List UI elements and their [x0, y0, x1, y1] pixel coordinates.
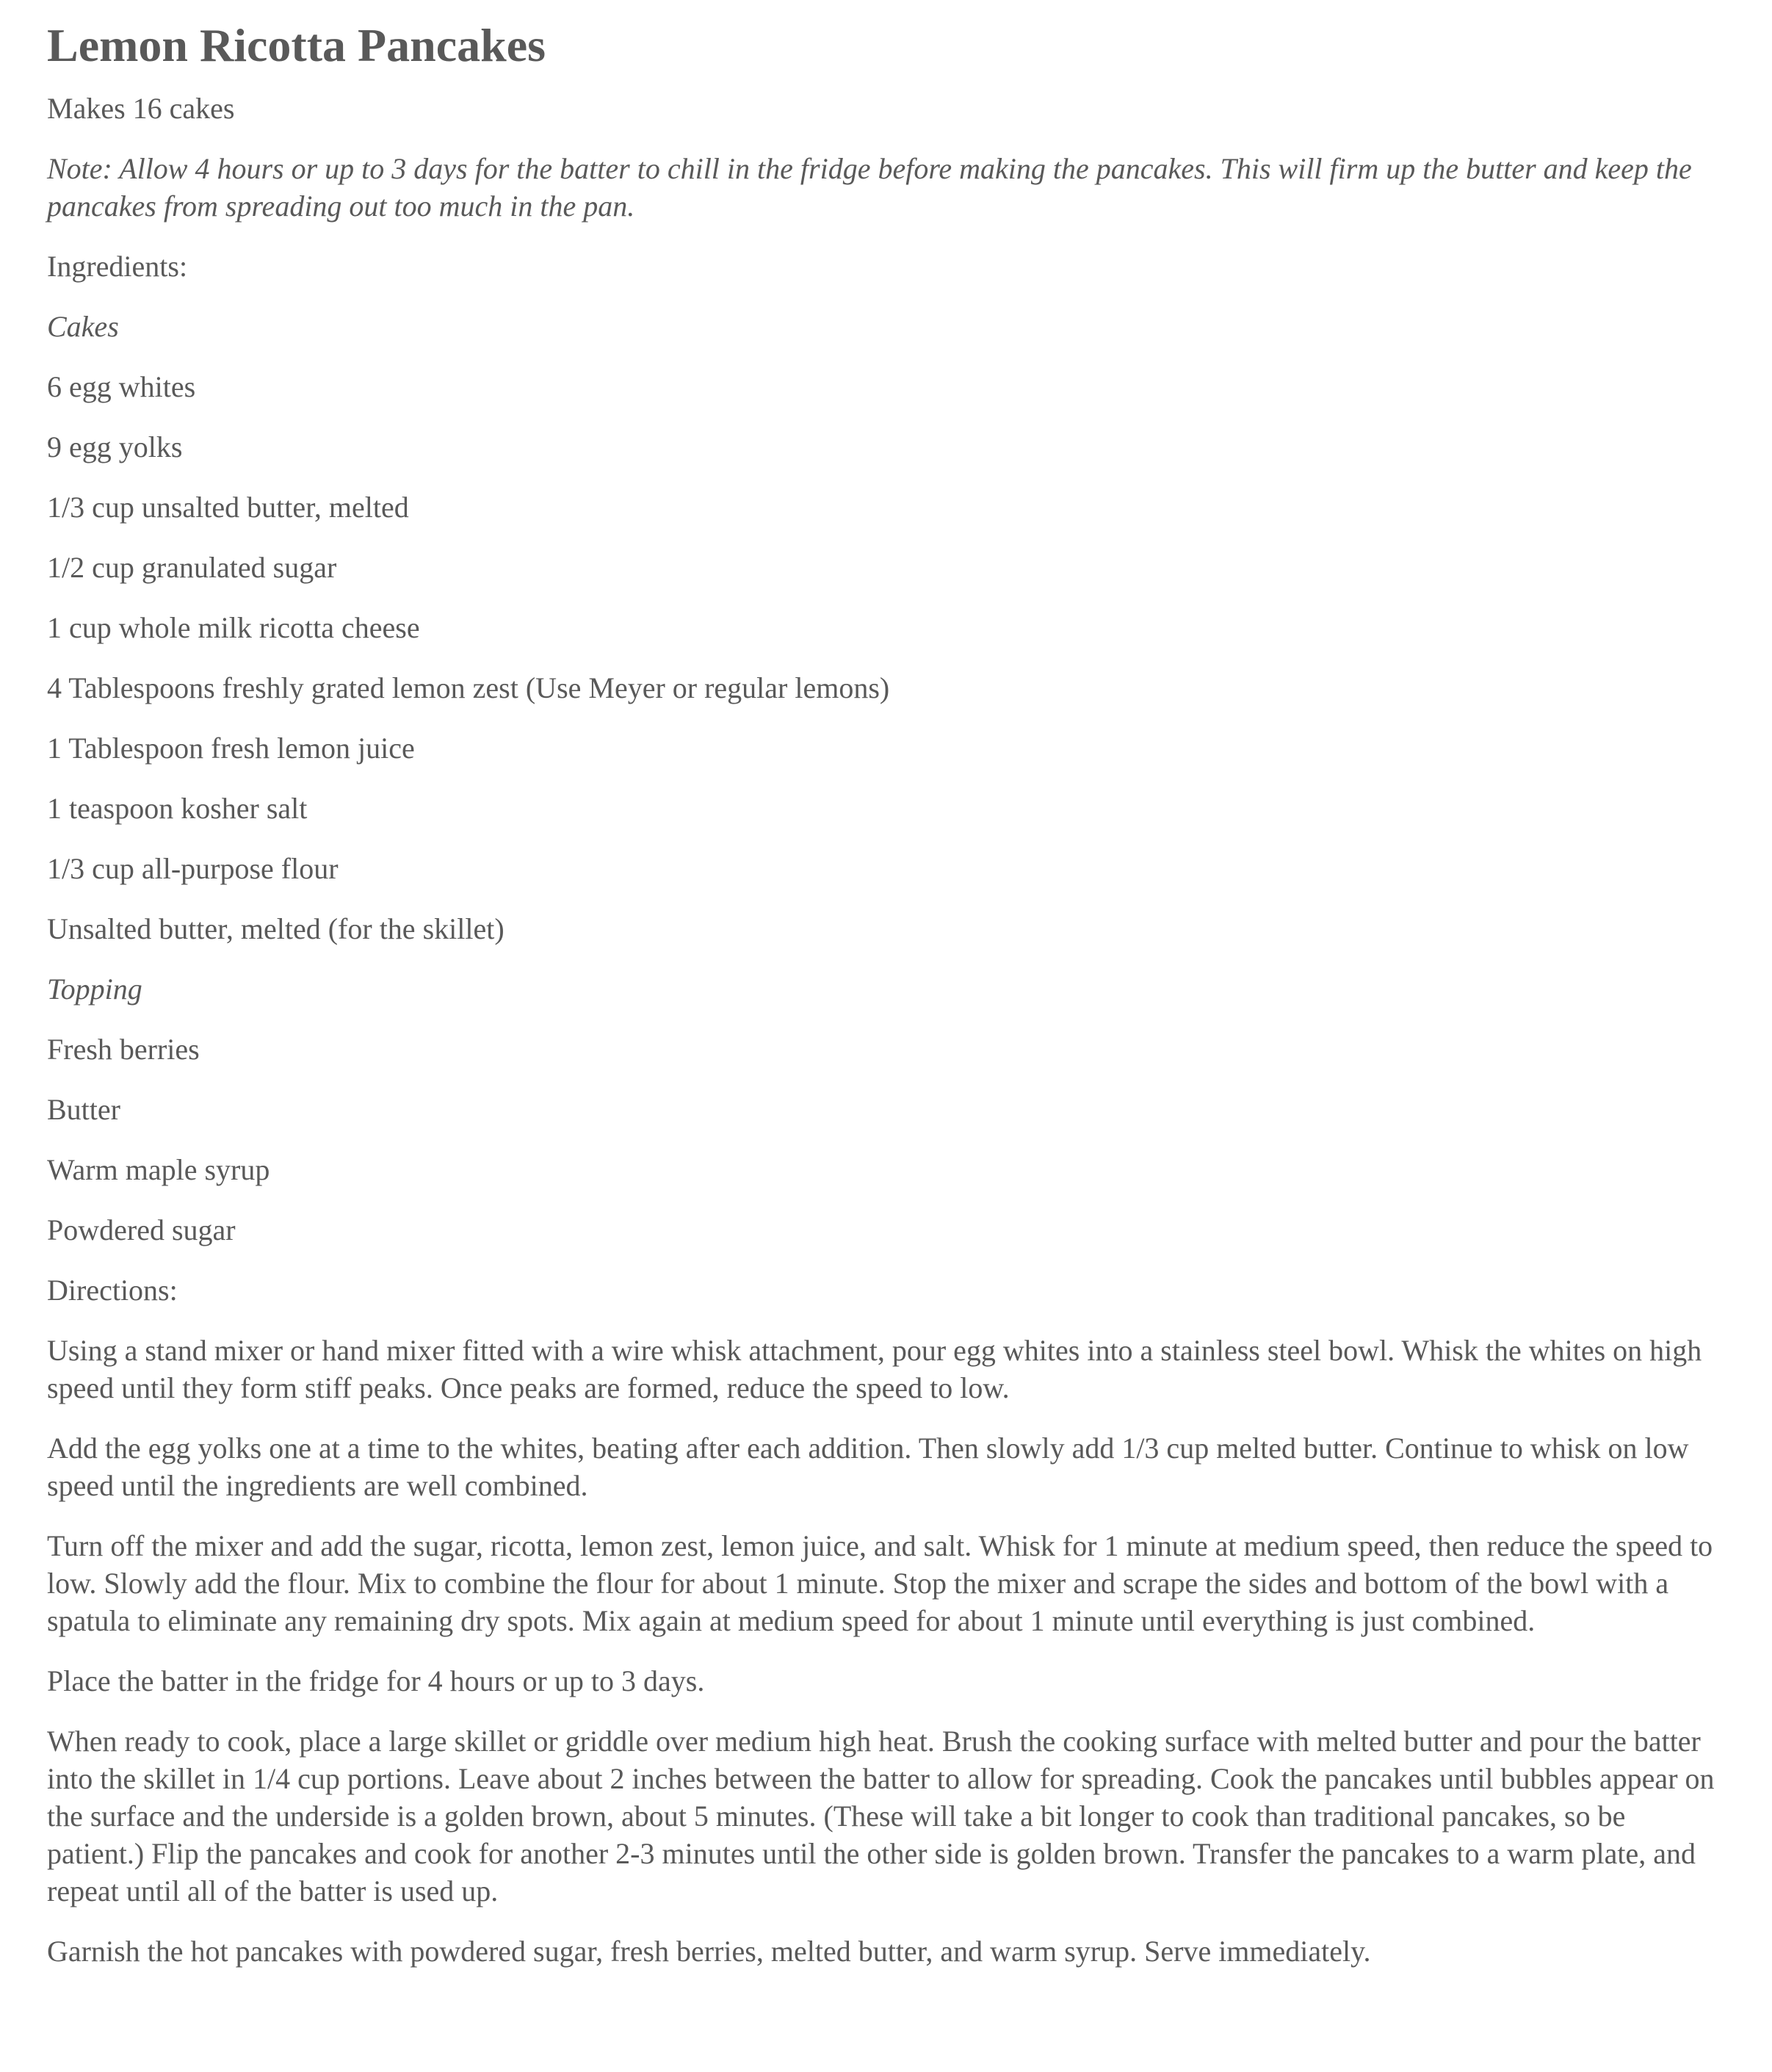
topping-item: Butter	[47, 1093, 120, 1126]
ingredient-item: 1 Tablespoon fresh lemon juice	[47, 732, 415, 765]
ingredient-item: 1/2 cup granulated sugar	[47, 551, 337, 584]
topping-subheading: Topping	[47, 972, 142, 1006]
ingredients-heading: Ingredients:	[47, 250, 188, 283]
cakes-subheading: Cakes	[47, 310, 119, 343]
ingredient-item: 1/3 cup unsalted butter, melted	[47, 491, 409, 524]
recipe-document	[47, 18, 1729, 1993]
recipe-note: Note: Allow 4 hours or up to 3 days for the batter to chill in the fridge before making the pancakes. This will firm up the butter and keep the pancakes from spreading out too much in the pan.	[47, 152, 1692, 223]
ingredient-item: 1 teaspoon kosher salt	[47, 792, 308, 825]
direction-step: Using a stand mixer or hand mixer fitted with a wire whisk attachment, pour egg whites into a stainless steel bowl. Whisk the whites on high speed until they form stiff peaks. Once peaks are formed, reduce the speed to low.	[47, 1334, 1702, 1404]
ingredient-item: 6 egg whites	[47, 370, 196, 403]
recipe-title: Lemon Ricotta Pancakes	[47, 19, 546, 71]
directions-heading: Directions:	[47, 1274, 178, 1307]
direction-step: When ready to cook, place a large skillet or griddle over medium high heat. Brush the cooking surface with melted butter and pour the batter into the skillet in 1/4 cup portions. Leave about 2 inches between the batter to allow for spreading. Cook the pancakes until bubbles appear on the surface and the underside is a golden brown, about 5 minutes. (These will take a bit longer to cook than traditional pancakes, so be patient.) Flip the pancakes and cook for another 2-3 minutes until the other side is golden brown. Transfer the pancakes to a warm plate, and repeat until all of the batter is used up.	[47, 1725, 1715, 1907]
topping-item: Fresh berries	[47, 1033, 200, 1066]
recipe-yield: Makes 16 cakes	[47, 92, 235, 125]
direction-step: Place the batter in the fridge for 4 hours or up to 3 days.	[47, 1664, 705, 1697]
direction-step: Garnish the hot pancakes with powdered sugar, fresh berries, melted butter, and warm syrup. Serve immediately.	[47, 1935, 1371, 1968]
topping-item: Powdered sugar	[47, 1213, 236, 1246]
topping-item: Warm maple syrup	[47, 1153, 270, 1186]
ingredient-item: 9 egg yolks	[47, 430, 183, 463]
ingredient-item: Unsalted butter, melted (for the skillet)	[47, 912, 505, 945]
direction-step: Add the egg yolks one at a time to the whites, beating after each addition. Then slowly add 1/3 cup melted butter. Continue to whisk on low speed until the ingredients are well combined.	[47, 1432, 1689, 1502]
direction-step: Turn off the mixer and add the sugar, ricotta, lemon zest, lemon juice, and salt. Whisk for 1 minute at medium speed, then reduce the speed to low. Slowly add the flour. Mix to combine the flour for about 1 minute. Stop the mixer and scrape the sides and bottom of the bowl with a spatula to eliminate any remaining dry spots. Mix again at medium speed for about 1 minute until everything is just combined.	[47, 1529, 1713, 1637]
ingredient-item: 4 Tablespoons freshly grated lemon zest (Use Meyer or regular lemons)	[47, 671, 890, 704]
ingredient-item: 1 cup whole milk ricotta cheese	[47, 611, 420, 644]
ingredient-item: 1/3 cup all-purpose flour	[47, 852, 339, 885]
